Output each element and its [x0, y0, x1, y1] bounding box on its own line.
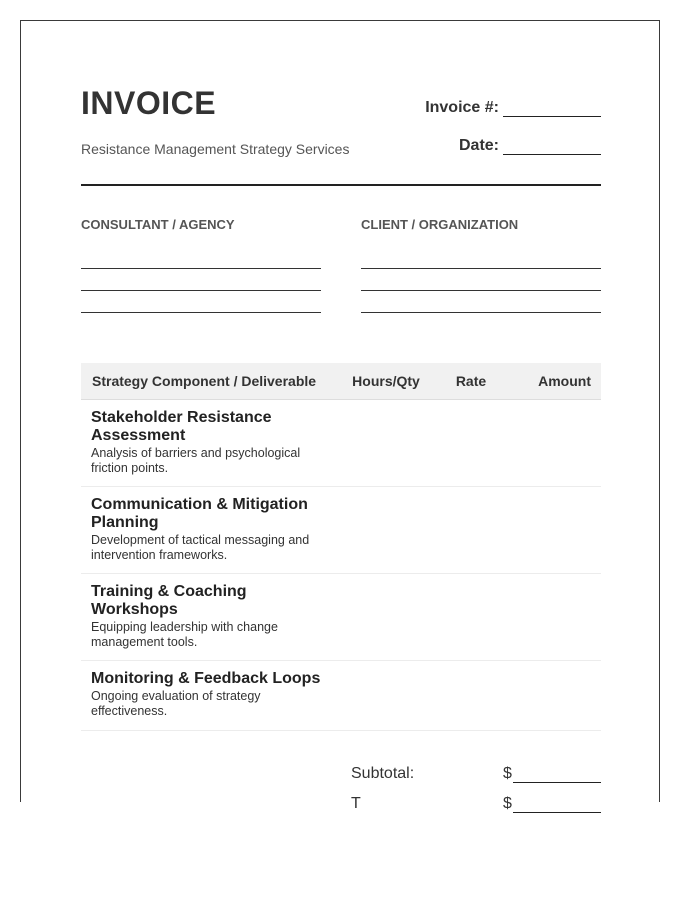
date-label: Date:	[458, 137, 499, 154]
row-description: Equipping leadership with change management tools.	[91, 620, 278, 649]
client-line-3[interactable]	[361, 312, 601, 313]
invoice-sheet	[20, 20, 660, 812]
subtotal-label: Subtotal:	[351, 765, 415, 782]
line-items-table	[81, 363, 601, 731]
row-description: Ongoing evaluation of strategy effectiveness.	[91, 689, 261, 718]
column-header-amount: Amount	[538, 373, 591, 389]
row-title: Monitoring & Feedback Loops	[91, 670, 321, 687]
column-header-component: Strategy Component / Deliverable	[92, 373, 317, 389]
consultant-line-3[interactable]	[81, 312, 321, 313]
table-row	[81, 574, 601, 661]
consultant-label: CONSULTANT / AGENCY	[81, 217, 235, 232]
row-description: Development of tactical messaging and intervention frameworks.	[91, 533, 310, 562]
consultant-line-1[interactable]	[81, 268, 321, 269]
invoice-number-field[interactable]	[503, 102, 601, 117]
invoice-title: INVOICE	[81, 85, 217, 121]
table-row	[81, 400, 601, 487]
second-total-currency: $	[503, 795, 512, 812]
table-row	[81, 487, 601, 574]
date-row	[459, 137, 601, 155]
row-title: Stakeholder Resistance Assessment	[91, 409, 272, 444]
column-header-rate: Rate	[455, 373, 487, 389]
totals-section	[351, 765, 601, 825]
client-line-2[interactable]	[361, 290, 601, 291]
second-total-row	[351, 795, 601, 825]
subtotal-currency: $	[503, 765, 512, 782]
invoice-number-label: Invoice #:	[425, 99, 499, 116]
column-header-hours: Hours/Qty	[352, 373, 420, 389]
second-total-label: T	[351, 795, 361, 812]
invoice-subtitle: Resistance Management Strategy Services	[81, 141, 350, 157]
second-total-field[interactable]	[513, 812, 601, 813]
consultant-line-2[interactable]	[81, 290, 321, 291]
invoice-number-row	[425, 99, 601, 117]
row-title: Communication & Mitigation Planning	[91, 496, 308, 531]
client-label: CLIENT / ORGANIZATION	[361, 217, 519, 232]
row-title: Training & Coaching Workshops	[91, 583, 247, 618]
table-header	[81, 363, 601, 400]
table-row	[81, 661, 601, 731]
client-line-1[interactable]	[361, 268, 601, 269]
subtotal-field[interactable]	[513, 782, 601, 783]
subtotal-row	[351, 765, 601, 795]
row-description: Analysis of barriers and psychological friction points.	[91, 446, 301, 475]
header-divider	[81, 184, 601, 186]
date-field[interactable]	[503, 140, 601, 155]
